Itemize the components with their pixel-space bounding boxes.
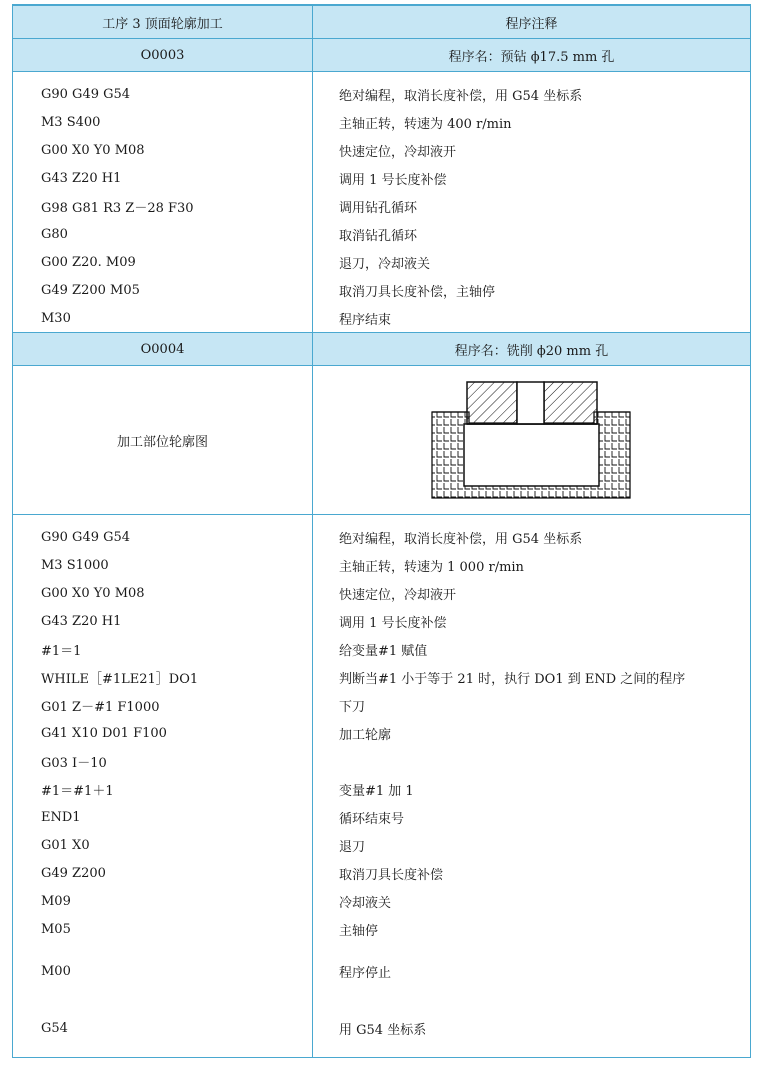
code-row: [13, 803, 751, 831]
code-cell: M3 S1000: [13, 551, 313, 579]
code-cell: M3 S400: [13, 108, 313, 136]
note-cell: 调用 1 号长度补偿: [313, 164, 751, 192]
code-cell: M00: [13, 943, 313, 1000]
program-title: 程序名：预钻 ϕ17.5 mm 孔: [313, 39, 751, 72]
code-row: [13, 108, 751, 136]
code-cell: G01 X0: [13, 831, 313, 859]
code-row: [13, 1000, 751, 1058]
code-row: [13, 747, 751, 775]
note-cell: 给变量#1 赋值: [313, 635, 751, 663]
note-cell: 变量#1 加 1: [313, 775, 751, 803]
header-comment: 程序注释: [313, 5, 751, 39]
code-row: [13, 72, 751, 109]
code-cell: G49 Z200: [13, 859, 313, 887]
note-cell: 快速定位，冷却液开: [313, 579, 751, 607]
code-row: [13, 551, 751, 579]
note-cell: 取消刀具长度补偿，主轴停: [313, 276, 751, 304]
code-cell: G54: [13, 1000, 313, 1058]
code-row: [13, 607, 751, 635]
code-row: [13, 304, 751, 333]
machining-profile-drawing: [429, 378, 635, 502]
note-cell: 用 G54 坐标系: [313, 1000, 751, 1058]
note-cell: 退刀，冷却液关: [313, 248, 751, 276]
note-cell: 程序结束: [313, 304, 751, 333]
program-header-row: [13, 333, 751, 366]
note-cell: 冷却液关: [313, 887, 751, 915]
code-row: [13, 663, 751, 691]
code-cell: M30: [13, 304, 313, 333]
note-cell: 主轴停: [313, 915, 751, 943]
code-row: [13, 915, 751, 943]
code-cell: G01 Z－#1 F1000: [13, 691, 313, 719]
note-cell: 循环结束号: [313, 803, 751, 831]
code-row: [13, 579, 751, 607]
code-row: [13, 859, 751, 887]
code-cell: M09: [13, 887, 313, 915]
code-row: [13, 192, 751, 220]
code-cell: G90 G49 G54: [13, 72, 313, 109]
program-sheet: [12, 4, 750, 1058]
header-process: 工序 3 顶面轮廓加工: [13, 5, 313, 39]
program-table: [12, 4, 751, 1058]
code-row: [13, 220, 751, 248]
code-cell: G98 G81 R3 Z－28 F30: [13, 192, 313, 220]
note-cell: 取消刀具长度补偿: [313, 859, 751, 887]
note-cell: 加工轮廓: [313, 719, 751, 747]
note-cell: 调用钻孔循环: [313, 192, 751, 220]
note-cell: 绝对编程，取消长度补偿，用 G54 坐标系: [313, 515, 751, 552]
note-cell: 快速定位，冷却液开: [313, 136, 751, 164]
table-header-row: [13, 5, 751, 39]
code-cell: #1＝#1＋1: [13, 775, 313, 803]
figure-row: [13, 366, 751, 515]
code-cell: G43 Z20 H1: [13, 607, 313, 635]
note-cell: 取消钻孔循环: [313, 220, 751, 248]
code-cell: G49 Z200 M05: [13, 276, 313, 304]
code-cell: G00 Z20. M09: [13, 248, 313, 276]
program-header-row: [13, 39, 751, 72]
note-cell: [313, 747, 751, 775]
code-cell: G80: [13, 220, 313, 248]
code-cell: WHILE［#1LE21］DO1: [13, 663, 313, 691]
code-row: [13, 635, 751, 663]
program-name: O0003: [13, 39, 313, 72]
code-cell: END1: [13, 803, 313, 831]
code-cell: G00 X0 Y0 M08: [13, 579, 313, 607]
code-cell: G43 Z20 H1: [13, 164, 313, 192]
code-cell: G41 X10 D01 F100: [13, 719, 313, 747]
note-cell: 判断当#1 小于等于 21 时，执行 DO1 到 END 之间的程序: [313, 663, 751, 691]
note-cell: 程序停止: [313, 943, 751, 1000]
code-cell: G90 G49 G54: [13, 515, 313, 552]
code-row: [13, 943, 751, 1000]
figure-label: 加工部位轮廓图: [13, 366, 313, 515]
figure-cell: [313, 366, 751, 515]
note-cell: 主轴正转，转速为 400 r/min: [313, 108, 751, 136]
note-cell: 退刀: [313, 831, 751, 859]
code-cell: M05: [13, 915, 313, 943]
code-cell: #1＝1: [13, 635, 313, 663]
program-name: O0004: [13, 333, 313, 366]
code-cell: G00 X0 Y0 M08: [13, 136, 313, 164]
code-cell: G03 I－10: [13, 747, 313, 775]
program-title: 程序名：铣削 ϕ20 mm 孔: [313, 333, 751, 366]
code-row: [13, 248, 751, 276]
note-cell: 主轴正转，转速为 1 000 r/min: [313, 551, 751, 579]
note-cell: 调用 1 号长度补偿: [313, 607, 751, 635]
note-cell: 下刀: [313, 691, 751, 719]
code-row: [13, 887, 751, 915]
code-row: [13, 276, 751, 304]
code-row: [13, 136, 751, 164]
code-row: [13, 164, 751, 192]
code-row: [13, 691, 751, 719]
code-row: [13, 515, 751, 552]
note-cell: 绝对编程，取消长度补偿，用 G54 坐标系: [313, 72, 751, 109]
code-row: [13, 831, 751, 859]
code-row: [13, 775, 751, 803]
code-row: [13, 719, 751, 747]
